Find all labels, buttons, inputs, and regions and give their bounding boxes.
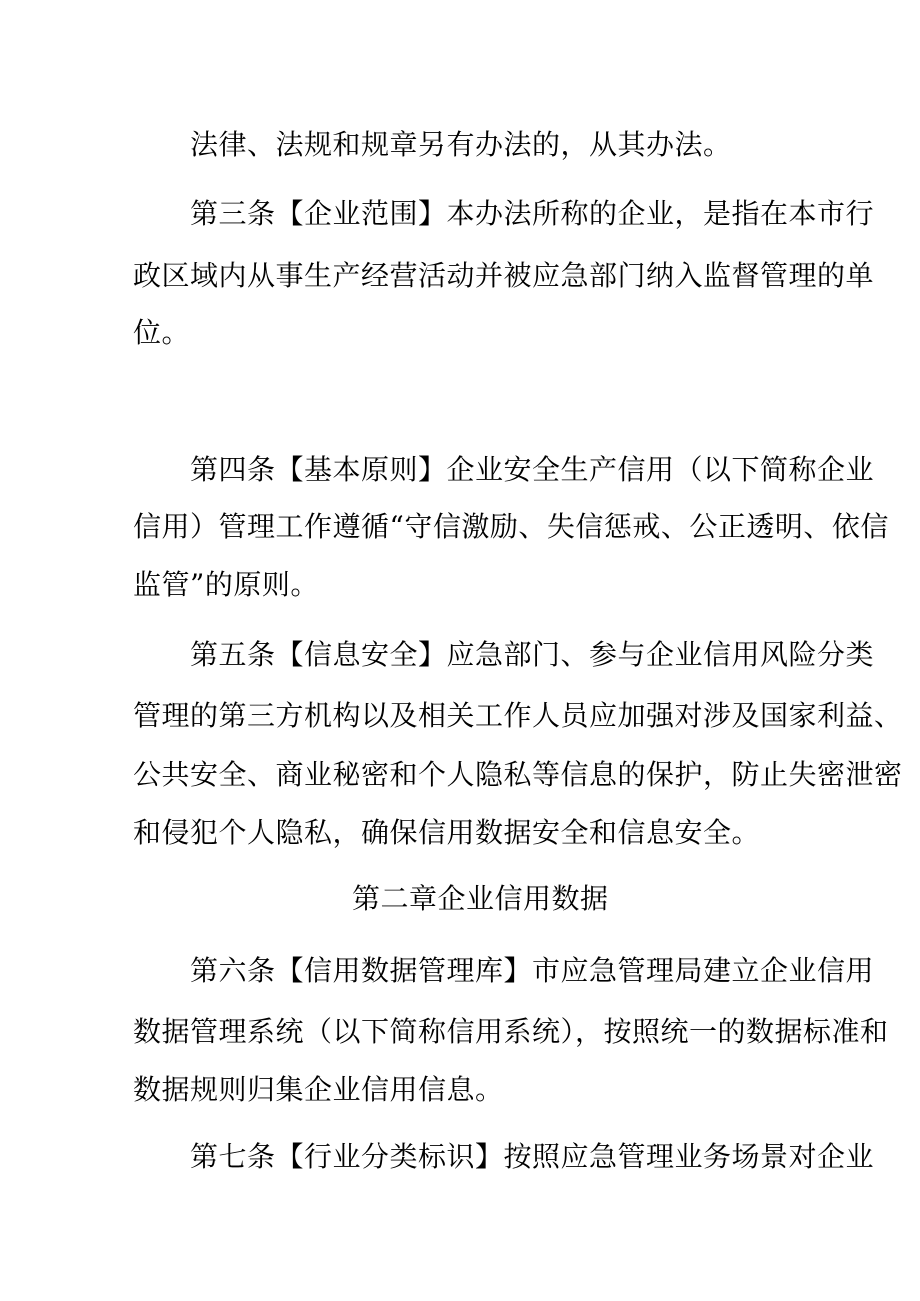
text-line: 数据管理系统（以下简称信用系统），按照统一的数据标准和 (133, 1015, 889, 1048)
text-line: 管理的第三方机构以及相关工作人员应加强对涉及国家利益、 (133, 699, 903, 732)
chapter-title: 第二章企业信用数据 (352, 882, 609, 915)
article-6-heading-line: 第六条【信用数据管理库】市应急管理局建立企业信用 (190, 954, 875, 987)
text-line: 政区域内从事生产经营活动并被应急部门纳入监督管理的单 (133, 259, 875, 292)
article-3-heading-line: 第三条【企业范围】本办法所称的企业，是指在本市行 (190, 197, 875, 230)
text-line: 公共安全、商业秘密和个人隐私等信息的保护，防止失密泄密 (133, 758, 903, 791)
text-line: 监管”的原则。 (133, 568, 319, 601)
text-line: 位。 (133, 316, 191, 349)
article-5-heading-line: 第五条【信息安全】应急部门、参与企业信用风险分类 (190, 638, 875, 671)
text-line: 信用）管理工作遵循“守信激励、失信惩戒、公正透明、依信 (133, 510, 889, 543)
text-line: 数据规则归集企业信用信息。 (133, 1073, 504, 1106)
text-line: 和侵犯个人隐私，确保信用数据安全和信息安全。 (133, 816, 761, 849)
text-line: 法律、法规和规章另有办法的，从其办法。 (190, 128, 732, 161)
article-4-heading-line: 第四条【基本原则】企业安全生产信用（以下简称企业 (190, 453, 875, 486)
article-7-heading-line: 第七条【行业分类标识】按照应急管理业务场景对企业 (190, 1140, 875, 1173)
